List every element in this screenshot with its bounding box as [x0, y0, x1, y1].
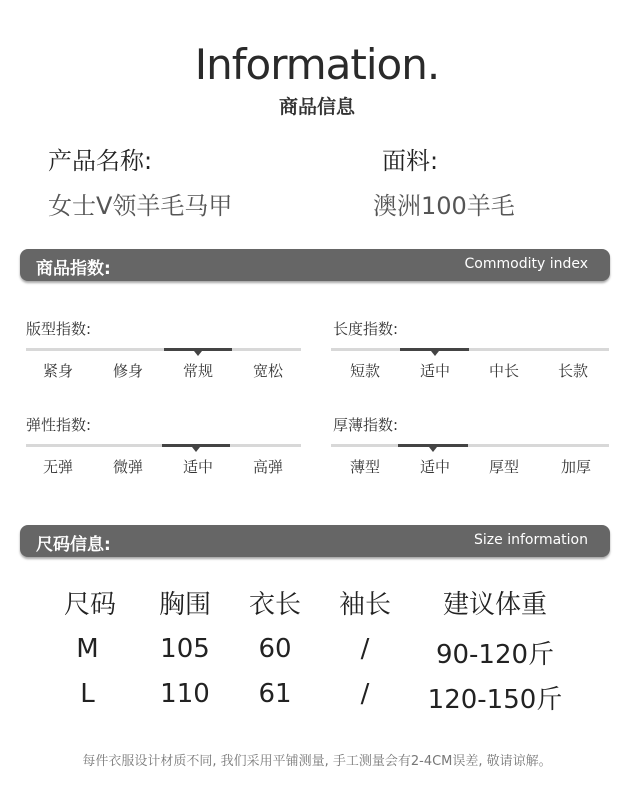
scale-option: 常规 [182, 362, 213, 380]
size-header: 尺码 [63, 590, 116, 620]
size-cell: L [80, 679, 95, 709]
scale-option: 微弹 [112, 458, 143, 476]
scale-option: 修身 [112, 362, 143, 380]
measurement-note: 每件衣服设计材质不同, 我们采用平铺测量, 手工测量会有2-4CM误差, 敬请谅解。 [82, 754, 552, 769]
elasticity-index-label: 弹性指数: [26, 416, 92, 434]
scale-option: 无弹 [42, 458, 73, 476]
commodity-index-title: 商品指数: [36, 259, 111, 279]
size-cell: 105 [160, 634, 210, 664]
thickness-index-scale [331, 444, 609, 476]
scale-option: 适中 [419, 362, 450, 380]
scale-pointer [431, 351, 439, 356]
scale-option: 加厚 [560, 458, 591, 476]
size-cell: 60 [258, 634, 292, 664]
fit-index-scale [26, 348, 301, 380]
fabric-label: 面料: [382, 147, 439, 175]
title-english: Information. [194, 40, 440, 89]
scale-option: 适中 [182, 458, 213, 476]
scale-option: 适中 [419, 458, 450, 476]
length-index-label: 长度指数: [333, 320, 399, 338]
fit-index-label: 版型指数: [26, 320, 92, 338]
scale-option: 中长 [488, 362, 519, 380]
scale-option: 短款 [349, 362, 380, 380]
size-cell: / [360, 679, 370, 709]
size-header: 建议体重 [442, 590, 547, 620]
scale-option: 长款 [557, 362, 588, 380]
product-name-value: 女士V领羊毛马甲 [48, 192, 233, 220]
size-information-subtitle: Size information [474, 532, 588, 548]
scale-option: 高弹 [252, 458, 283, 476]
title-chinese: 商品信息 [278, 96, 355, 118]
scale-option: 厚型 [488, 458, 519, 476]
thickness-index-label: 厚薄指数: [333, 416, 399, 434]
product-name-label: 产品名称: [48, 147, 153, 175]
commodity-index-bar [20, 249, 610, 281]
scale-pointer [429, 447, 437, 452]
scale-pointer [192, 447, 200, 452]
size-header: 胸围 [158, 590, 211, 620]
size-cell: 61 [258, 679, 292, 709]
size-cell: 110 [160, 679, 210, 709]
scale-option: 紧身 [42, 362, 73, 380]
fabric-value: 澳洲100羊毛 [373, 192, 515, 220]
size-cell: 90-120斤 [435, 640, 555, 670]
size-cell: / [360, 634, 370, 664]
elasticity-index-scale [26, 444, 301, 476]
scale-pointer [194, 351, 202, 356]
commodity-index-subtitle: Commodity index [464, 256, 588, 272]
size-cell: 120-150斤 [427, 685, 563, 715]
size-information-bar [20, 525, 610, 557]
length-index-scale [331, 348, 609, 380]
size-header: 衣长 [248, 590, 301, 620]
size-header: 袖长 [338, 590, 391, 620]
size-information-title: 尺码信息: [36, 535, 111, 555]
size-cell: M [76, 634, 99, 664]
scale-option: 薄型 [349, 458, 380, 476]
scale-option: 宽松 [252, 362, 283, 380]
